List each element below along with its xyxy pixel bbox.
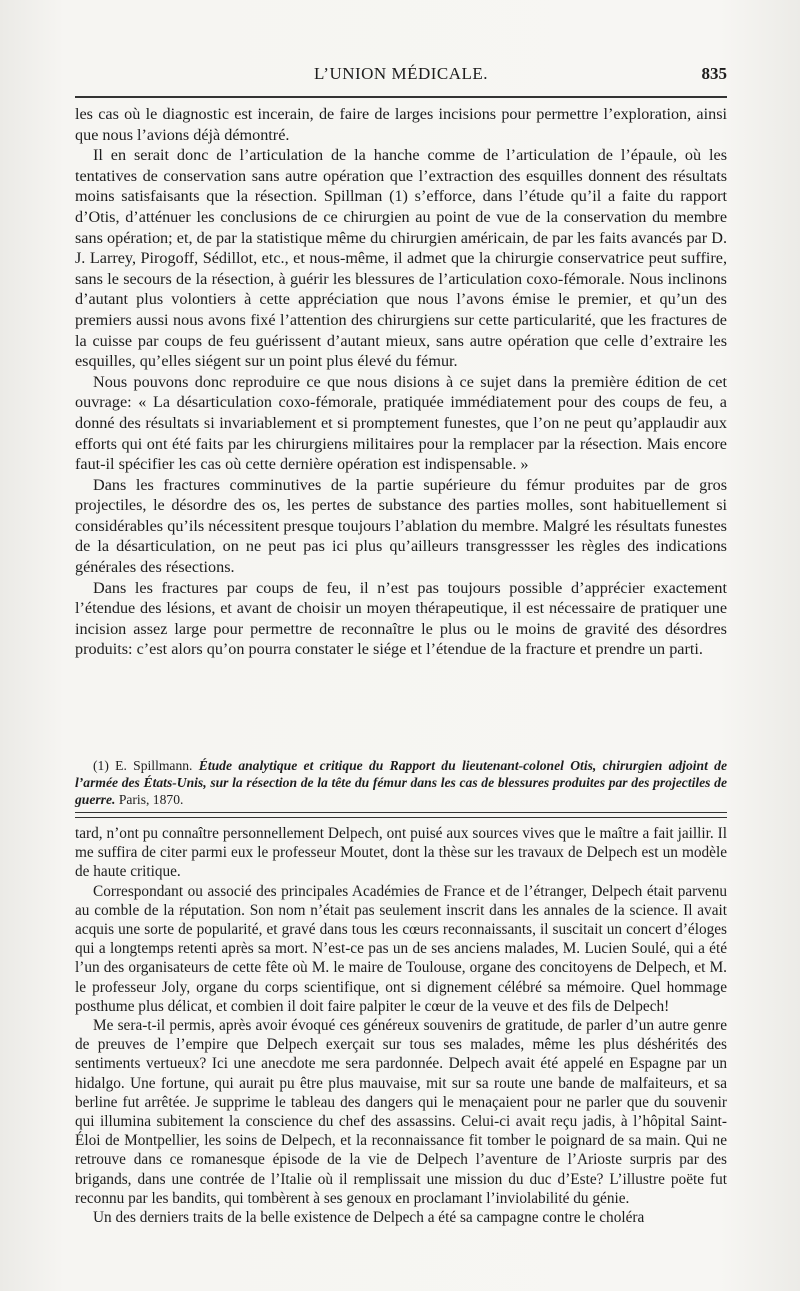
page-header [75, 60, 727, 90]
header-rule [75, 96, 727, 98]
running-title: L’UNION MÉDICALE. [313, 64, 489, 83]
main-paragraph: les cas où le diagnostic est incerain, de faire de larges incisions pour permettre l’exploration, ainsi que nous l’avions déjà démontré. [75, 105, 727, 144]
footnote [75, 757, 727, 808]
feuilleton-column [75, 824, 727, 1227]
feuilleton-paragraph: Correspondant ou associé des principales Académies de France et de l’étranger, Delpech était parvenu au comble de la réputation. Son nom n’était pas seulement inscrit dans les annales de la science. Il avait acquis une sorte de popularité, et gravé dans tous les cœurs reconnaissants, il suscitait un concert d’éloges qui a longtemps retenti après sa mort. N’est-ce pas un de ses anciens malades, M. Lucien Soulé, qui a été l’un des organisateurs de cette fête où M. le maire de Toulouse, organe des concitoyens de Delpech, et M. le professeur Joly, organe du corps scientifique, ont si dignement célébré sa mémoire. Quel hommage posthume plus délicat, et combien il doit faire palpiter le cœur de la veuve et des fils de Delpech! [75, 882, 727, 1015]
feuilleton-paragraph: Me sera-t-il permis, après avoir évoqué ces généreux souvenirs de gratitude, de parler d’un autre genre de preuves de l’empire que Delpech exerçait sur tous ses malades, même les plus déshérités des sentiments vertueux? Ici une anecdote me sera pardonnée. Delpech avait été appelé en Espagne par un hidalgo. Une fortune, qui aurait pu être plus mauvaise, mit sur sa route une bande de malfaiteurs, et sa berline fut arrêtée. Je supprime le tableau des dangers qui le menaçaient pour ne parler que du souvenir qui illumina subitement la conscience du chef des assassins. Celui-ci avait reçu jadis, à l’hôpital Saint-Éloi de Montpellier, les soins de Delpech, et la reconnaissance fit tomber le poignard de sa main. Qui ne retrouve dans ce romanesque épisode de la vie de Delpech l’aventure de l’Arioste surpris par des brigands, dans une contrée de l’Italie où il remplissait une mission du duc d’Este? L’illustre poëte fut reconnu par les bandits, qui tombèrent à ses genoux en proclamant l’inviolabilité du génie. [75, 1017, 727, 1207]
footnote-author: (1) E. Spillmann. [93, 758, 193, 773]
feuilleton-paragraph: Un des derniers traits de la belle existence de Delpech a été sa campagne contre le choléra [93, 1209, 645, 1227]
feuilleton-paragraph: tard, n’ont pu connaître personnellement Delpech, ont puisé aux sources vives que le maître a fait jaillir. Il me suffira de citer parmi eux le professeur Moutet, dont la thèse sur les travaux de Delpech est un modèle de haute critique. [75, 825, 727, 881]
main-article [75, 104, 727, 660]
footnote-title: Étude analytique et critique du Rapport du lieutenant-colonel Otis, chirurgien adjoint de l’armée des États-Unis, sur la résection de la tête du fémur dans les cas de blessures produites par des projectiles de guerre. [75, 758, 728, 807]
footnote-paragraph [75, 757, 727, 808]
feuilleton-separator [75, 812, 727, 818]
main-paragraph: Dans les fractures comminutives de la partie supérieure du fémur produites par de gros projectiles, le désordre des os, les pertes de substance des parties molles, sont habituellement si considérables qu’ils nécessitent presque toujours l’ablation du membre. Malgré les résultats funestes de la désarticulation, on ne peut pas ici plus qu’ailleurs transgressser les règles des indications générales des résections. [75, 475, 727, 577]
main-paragraph: Nous pouvons donc reproduire ce que nous disions à ce sujet dans la première édition de cet ouvrage: « La désarticulation coxo-fémorale, pratiquée immédiatement pour des coups de feu, a donné des résultats si invariablement et si promptement funestes, que l’on ne peut qu’applaudir aux efforts qui ont été faits par les chirurgiens militaires pour la remplacer par la résection. Mais encore faut-il spécifier les cas où cette dernière opération est indispensable. » [75, 372, 727, 474]
main-paragraph: Dans les fractures par coups de feu, il n’est pas toujours possible d’apprécier exactement l’étendue des lésions, et avant de choisir un moyen thérapeutique, il est nécessaire de pratiquer une incision assez large pour permettre de reconnaître le plus ou le moins de gravité des désordres produits: c’est alors qu’on pourra constater le siége et l’étendue de la fracture et prendre un parti. [75, 578, 727, 659]
footnote-imprint: Paris, 1870. [118, 792, 184, 807]
page-number: 835 [701, 64, 727, 83]
main-paragraph: Il en serait donc de l’articulation de la hanche comme de l’articulation de l’épaule, où les tentatives de conservation sans autre opération que l’extraction des esquilles donnent des résultats moins satisfaisants que la résection. Spillman (1) s’efforce, dans l’étude qu’il a faite du rapport d’Otis, d’atténuer les conclusions de ce chirurgien au point de vue de la conservation du membre sans opération; et, de par la statistique même du chirurgien américain, de par les faits avancés par D. J. Larrey, Pirogoff, Sédillot, etc., et nous-même, il admet que la chirurgie conservatrice peut suffire, sans le secours de la résection, à guérir les blessures de l’articulation coxo-fémorale. Nous inclinons d’autant plus volontiers à cette appréciation que nous l’avons émise le premier, et qu’un des premiers aussi nous avons fixé l’attention des chirurgiens sur cette particularité, que les fractures de la cuisse par coups de feu guérissent d’autant mieux, sans autre opération que celle d’extraire les esquilles, qu’elles siégent sur un point plus élevé du fémur. [75, 146, 727, 371]
